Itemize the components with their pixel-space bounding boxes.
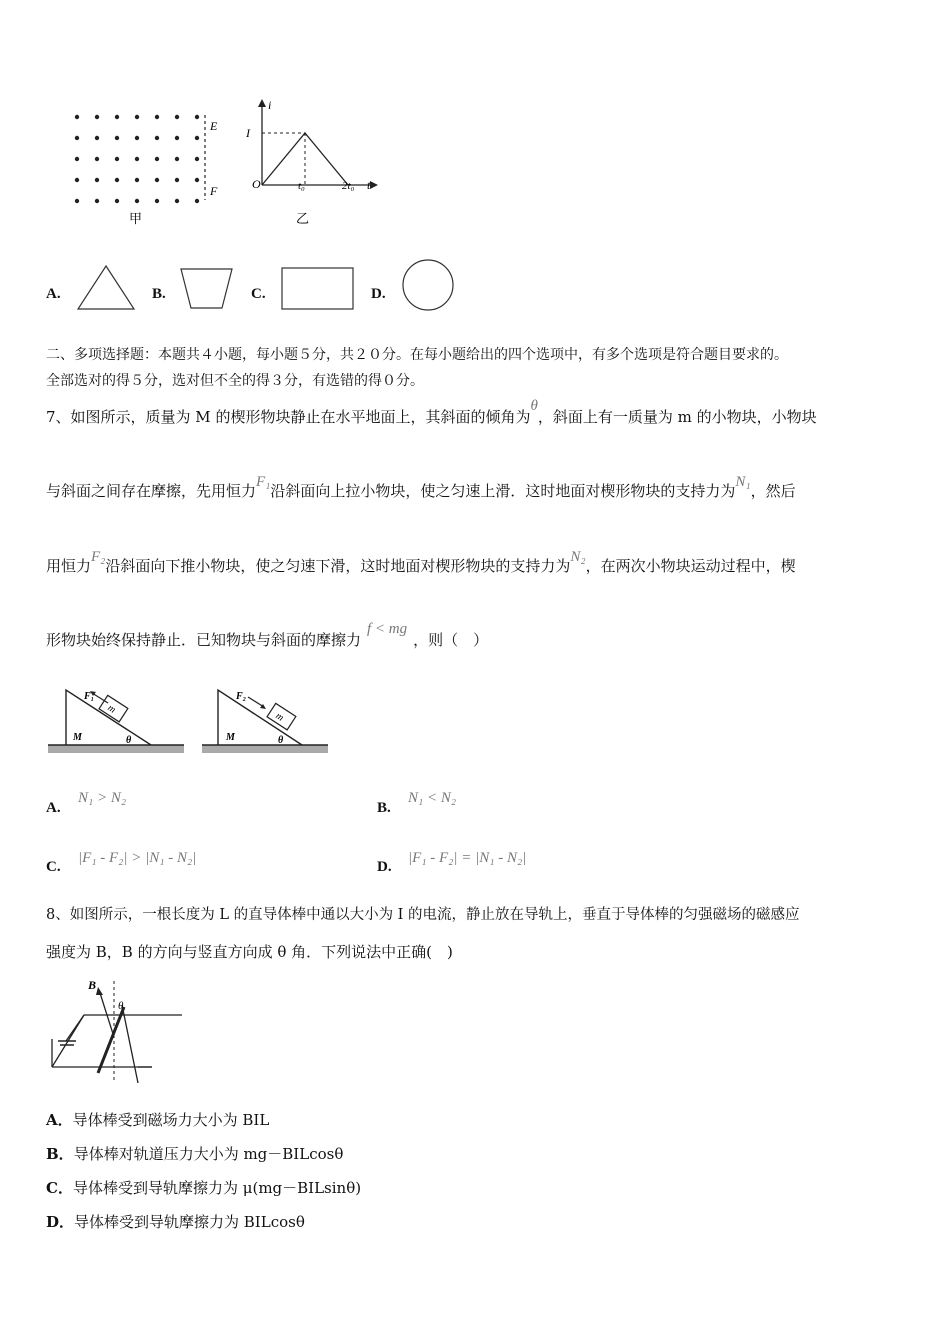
wedge-figure-2 (200, 685, 330, 757)
field-dot (175, 115, 179, 119)
q7-text: ，则（ ） (413, 631, 489, 649)
field-dot (155, 178, 159, 182)
q7-option-b-expr[interactable]: N₁ < N₂ (408, 790, 457, 806)
friction-condition: f < mg (367, 621, 408, 637)
field-dot (95, 136, 99, 140)
option-text: 导体棒对轨道压力大小为 mg－BILcosθ (73, 1145, 344, 1163)
q7-option-c-letter[interactable]: C. (46, 859, 61, 875)
field-dot (175, 199, 179, 203)
field-dot (75, 157, 79, 161)
wedge-m-label: M (73, 732, 82, 743)
field-dot (115, 115, 119, 119)
n1-symbol: N₁ (735, 474, 751, 490)
q6-option-b-letter[interactable]: B. (152, 286, 166, 302)
option-letter: C． (46, 1179, 73, 1197)
option-text: 导体棒受到磁场力大小为 BIL (72, 1111, 270, 1129)
option-letter: B． (46, 1145, 74, 1163)
force-f2-label: F₂ (236, 691, 247, 702)
field-dot (95, 178, 99, 182)
field-dot (195, 199, 199, 203)
magnetic-field-dots-diagram (45, 95, 225, 230)
q8-line2: 强度为 B，B 的方向与竖直方向成 θ 角．下列说法中正确( ) (46, 943, 453, 961)
wedge-m-label: M (226, 732, 235, 743)
label-e: E (210, 119, 218, 133)
wedge-figure-1 (46, 685, 186, 757)
q7-text: 形物块始终保持静止．已知物块与斜面的摩擦力 (46, 631, 362, 649)
option-text: 导体棒受到导轨摩擦力为 μ(mg－BILsinθ) (72, 1179, 362, 1197)
q7-text: ，在两次小物块运动过程中，楔 (585, 557, 796, 575)
field-dot (155, 157, 159, 161)
caption-jia: 甲 (129, 211, 143, 226)
q7-text: 7、如图所示，质量为 M 的楔形物块静止在水平地面上，其斜面的倾角为 (46, 408, 531, 426)
field-dot (95, 157, 99, 161)
angle-theta-label: θ (118, 1000, 124, 1012)
field-dot (175, 157, 179, 161)
q8-line1: 8、如图所示，一根长度为 L 的直导体棒中通以大小为 I 的电流，静止放在导轨上，垂直于导体棒的匀强磁场的磁感应 (46, 907, 800, 923)
angle-theta-label: θ (278, 735, 284, 746)
field-dot (115, 178, 119, 182)
f1-symbol: F₁ (256, 474, 271, 490)
f2-symbol: F₂ (91, 549, 106, 565)
t0-label: t₀ (298, 180, 305, 192)
q7-text: 用恒力 (46, 557, 92, 575)
field-dot (135, 178, 139, 182)
figure-yi (240, 95, 400, 230)
field-dot (75, 199, 79, 203)
option-text: 导体棒受到导轨摩擦力为 BILcosθ (74, 1213, 305, 1231)
q6-option-c-letter[interactable]: C. (251, 286, 266, 302)
field-dot (135, 199, 139, 203)
field-dot (75, 136, 79, 140)
q7-text: 沿斜面向下推小物块，使之匀速下滑，这时地面对楔形物块的支持力为 (105, 557, 571, 575)
section2-line1: 二、多项选择题：本题共４小题，每小题５分，共２０分。在每小题给出的四个选项中，有多个选项是符合题目要求的。 (46, 347, 788, 363)
rail-conductor-figure (46, 975, 186, 1087)
q7-option-c-expr[interactable]: |F₁ - F₂| > |N₁ - N₂| (78, 850, 197, 866)
field-dot (75, 178, 79, 182)
q7-line3 (46, 549, 796, 577)
field-dot (195, 178, 199, 182)
q7-option-a-expr[interactable]: N₁ > N₂ (78, 790, 127, 806)
q7-text: 与斜面之间存在摩擦，先用恒力 (46, 482, 257, 500)
field-dot (75, 115, 79, 119)
q7-option-d-expr[interactable]: |F₁ - F₂| = |N₁ - N₂| (408, 850, 527, 866)
field-dot (135, 157, 139, 161)
option-letter: A． (46, 1111, 73, 1129)
field-dot (175, 136, 179, 140)
field-dot (195, 136, 199, 140)
axis-t-label: t (367, 178, 371, 192)
q6-option-a-letter[interactable]: A. (46, 286, 61, 302)
field-dot (135, 136, 139, 140)
origin-label: O (252, 177, 261, 191)
block-m-label: m (273, 710, 286, 724)
field-dot (195, 115, 199, 119)
theta-symbol: θ (530, 398, 538, 414)
q7-line2 (46, 474, 796, 502)
angle-theta-label: θ (126, 735, 132, 746)
q7-text: 沿斜面向上拉小物块，使之匀速上滑．这时地面对楔形物块的支持力为 (270, 482, 736, 500)
field-dot (95, 199, 99, 203)
section2-line2: 全部选对的得５分，选对但不全的得３分，有选错的得０分。 (46, 373, 424, 389)
2t0-label: 2t₀ (342, 180, 355, 192)
q8-option-a[interactable] (46, 1110, 269, 1130)
field-dot (155, 199, 159, 203)
field-dot (115, 199, 119, 203)
circle-shape (400, 258, 458, 314)
q7-line1 (46, 398, 817, 428)
trapezoid-shape (178, 266, 236, 312)
field-b-label: B (88, 978, 97, 992)
q7-line4 (46, 621, 489, 651)
q8-option-c[interactable] (46, 1178, 361, 1198)
field-dot (135, 115, 139, 119)
figure-jia (45, 95, 225, 230)
field-dot (115, 157, 119, 161)
field-dot (155, 115, 159, 119)
q6-option-d-letter[interactable]: D. (371, 286, 386, 302)
field-dot (175, 178, 179, 182)
q7-text: ，斜面上有一质量为 m 的小物块，小物块 (537, 408, 817, 426)
q7-option-b-letter[interactable]: B. (377, 800, 391, 816)
field-dot (155, 136, 159, 140)
q7-option-d-letter[interactable]: D. (377, 859, 392, 875)
field-dot (115, 136, 119, 140)
axis-i-label: i (268, 98, 272, 112)
option-letter: D． (46, 1213, 75, 1231)
q8-option-d[interactable] (46, 1212, 305, 1232)
field-dot (95, 115, 99, 119)
q7-text: ，然后 (750, 482, 796, 500)
caption-yi: 乙 (296, 211, 310, 226)
label-f: F (210, 184, 218, 198)
block-m-label: m (105, 702, 118, 716)
n2-symbol: N₂ (570, 549, 586, 565)
rectangle-shape (280, 266, 356, 312)
q8-option-b[interactable] (46, 1144, 343, 1164)
field-dot (195, 157, 199, 161)
triangle-shape (75, 263, 137, 313)
q7-option-a-letter[interactable]: A. (46, 800, 61, 816)
peak-label: I (246, 126, 250, 140)
force-f1-label: F₁ (84, 691, 95, 702)
current-time-graph (240, 95, 400, 230)
